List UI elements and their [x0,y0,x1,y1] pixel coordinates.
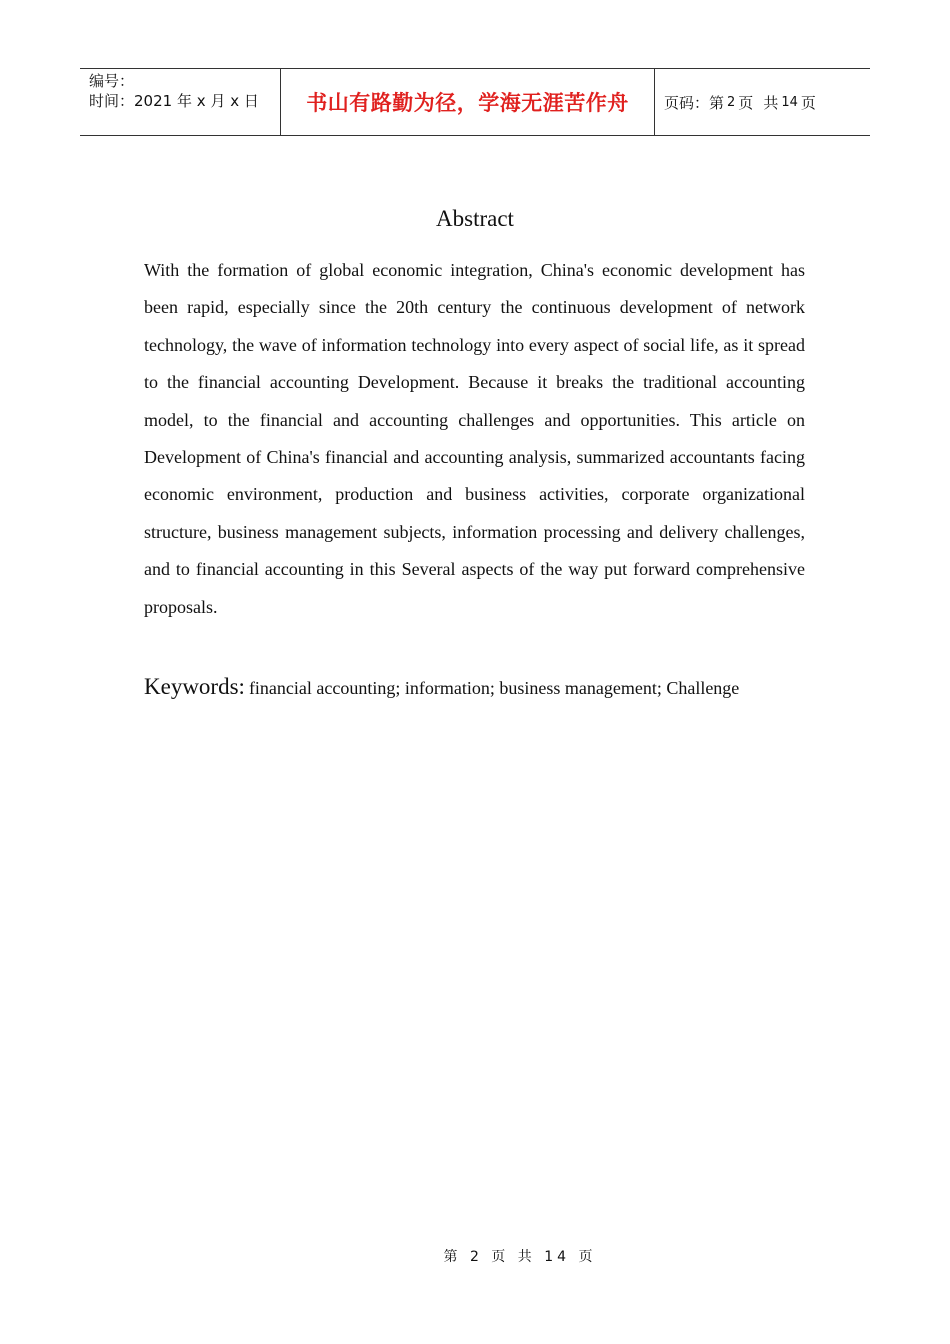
time-month: x [196,92,206,110]
time-prefix: 时间： [89,92,135,110]
header-meta-cell [80,69,281,135]
page-header [80,68,870,136]
page-current: 2 [727,94,736,110]
page-footer: 第 2 页 共 14 页 [443,1249,597,1265]
keywords-text: financial accounting; information; business management; Challenge [248,678,740,698]
time-line [89,91,280,111]
document-title: Abstract [436,206,514,231]
time-year: 2021 [134,92,173,110]
page-unit: 页 [738,93,754,112]
abstract-body: With the formation of global economic integration, China's economic development has been rapid, especially since the 20th century the continuous development of network technology, the wave of information technology into every aspect of social life, as it spread to the financial accounting Development. Because it breaks the traditional accounting model, to the financial and accounting challenges and opportunities. This article on Development of China's financial and accounting analysis, summarized accountants facing economic environment, production and business activities, corporate organizational structure, business management subjects, information processing and delivery challenges, and to financial accounting in this Several aspects of the way put forward comprehensive proposals. [144,260,805,617]
page-total-prefix: 共 [763,93,779,112]
page-total: 14 [781,94,798,110]
page-label: 页码：第 [664,93,725,112]
time-day-char: 日 [243,92,259,110]
keywords-label: Keywords: [144,674,245,699]
header-motto: 书山有路勤为径，学海无涯苦作舟 [281,69,655,135]
page-total-unit: 页 [800,93,816,112]
time-month-char: 月 [210,92,226,110]
serial-label: 编号： [89,72,135,90]
keywords-line [144,674,844,700]
time-year-char: 年 [176,92,192,110]
time-day: x [230,92,240,110]
header-page-number [655,69,870,135]
